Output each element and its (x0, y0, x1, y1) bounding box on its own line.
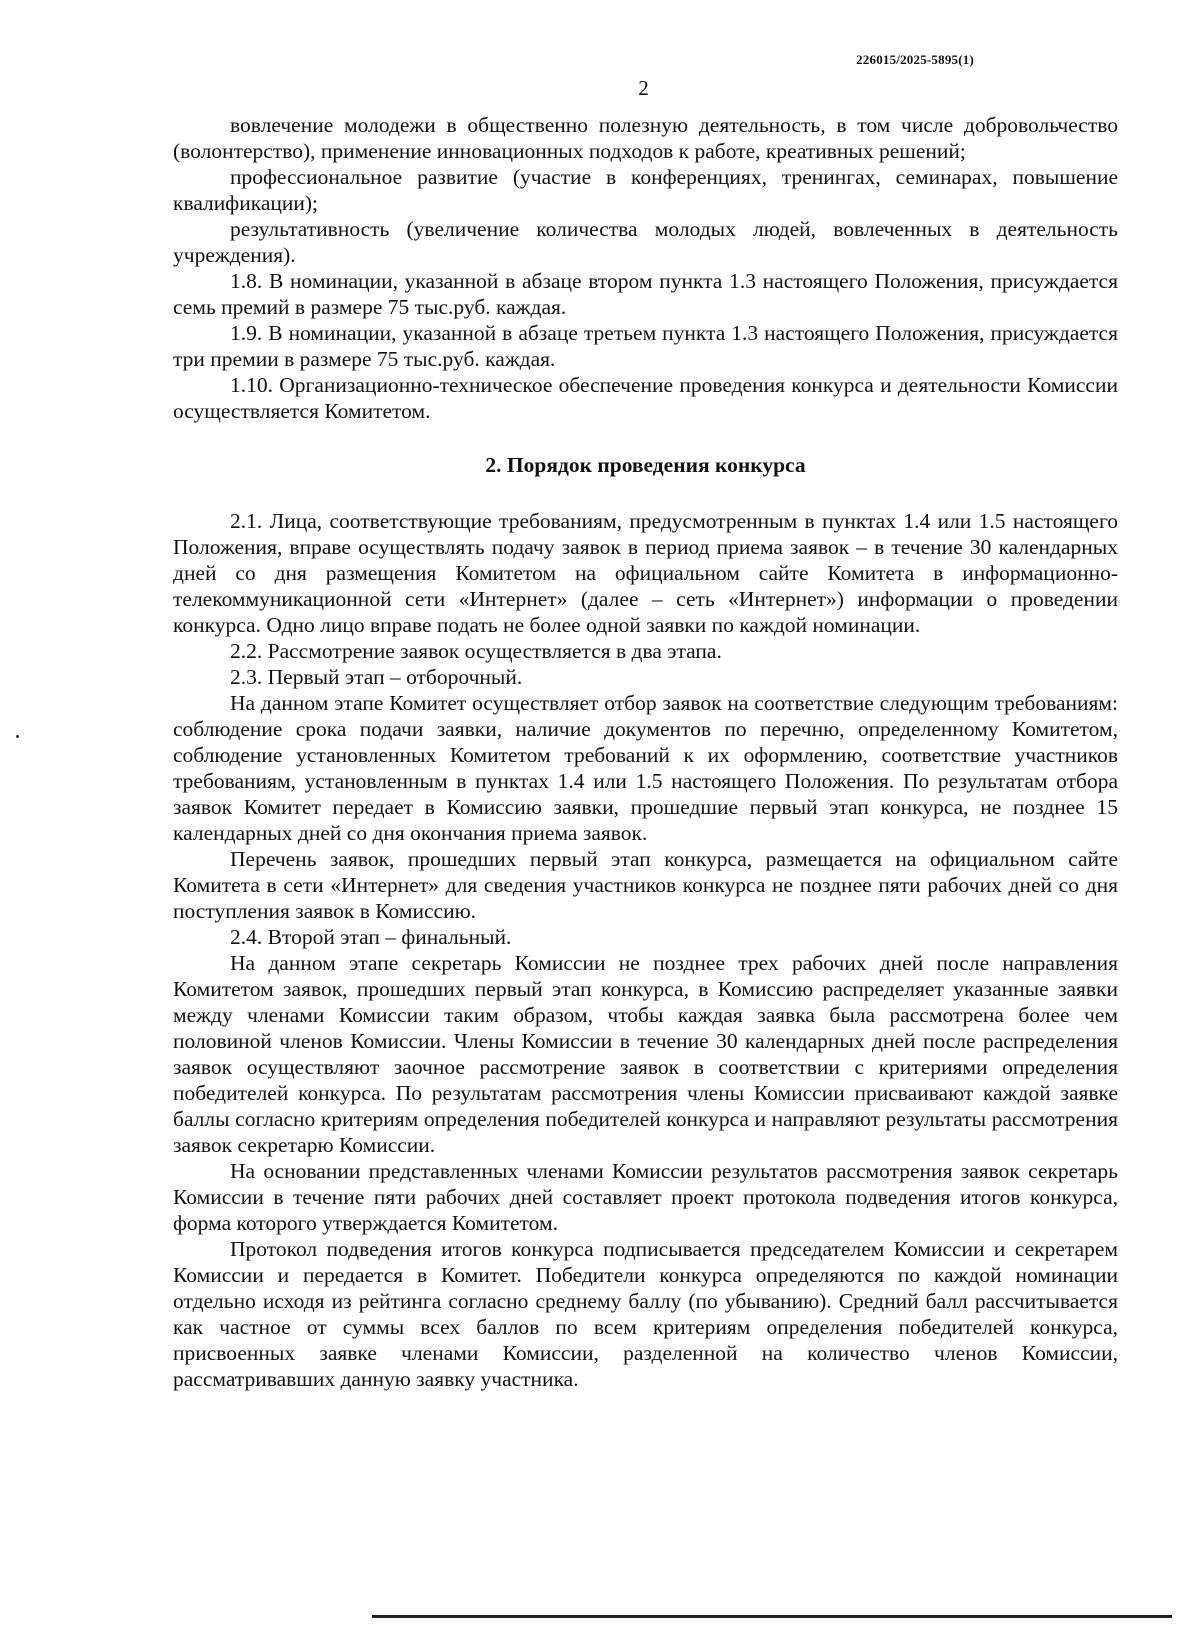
paragraph: 2.2. Рассмотрение заявок осуществляется в два этапа. (230, 639, 722, 663)
section-heading: 2. Порядок проведения конкурса (485, 453, 806, 477)
paragraph: На данном этапе Комитет осуществляет отбор заявок на соответствие следующим требованиям: соблюдение срока подачи заявки, наличие документов по перечню, определенному Комитетом, соблюдение установленных Комитетом требований к их оформлению, соответствие участников требованиям, установленным в пунктах 1.4 или 1.5 настоящего Положения. По результатам отбора заявок Комитет передает в Комиссию заявки, прошедшие первый этап конкурса, не позднее 15 календарных дней со дня окончания приема заявок. (173, 691, 1118, 845)
paragraph: На основании представленных членами Комиссии результатов рассмотрения заявок секретарь Комиссии в течение пяти рабочих дней составляет проект протокола подведения итогов конкурса, форма которого утверждается Комитетом. (173, 1159, 1118, 1235)
paragraph: 1.8. В номинации, указанной в абзаце втором пункта 1.3 настоящего Положения, присуждается семь премий в размере 75 тыс.руб. каждая. (173, 269, 1118, 319)
page-number: 2 (638, 76, 649, 100)
paragraph: 1.9. В номинации, указанной в абзаце третьем пункта 1.3 настоящего Положения, присуждается три премии в размере 75 тыс.руб. каждая. (173, 321, 1118, 371)
scan-speck (16, 735, 19, 738)
paragraph: 2.1. Лица, соответствующие требованиям, предусмотренным в пунктах 1.4 или 1.5 настоящего Положения, вправе осуществлять подачу заявок в период приема заявок – в течение 30 календарных дней со дня размещения Комитетом на официальном сайте Комитета в информационно-телекоммуникационной сети «Интернет» (далее – сеть «Интернет») информации о проведении конкурса. Одно лицо вправе подать не более одной заявки по каждой номинации. (173, 509, 1118, 637)
paragraph: 1.10. Организационно-техническое обеспечение проведения конкурса и деятельности Комиссии осуществляется Комитетом. (173, 373, 1118, 423)
paragraph: Перечень заявок, прошедших первый этап конкурса, размещается на официальном сайте Комитета в сети «Интернет» для сведения участников конкурса не позднее пяти рабочих дней со дня поступления заявок в Комиссию. (173, 847, 1118, 923)
paragraph: 2.3. Первый этап – отборочный. (230, 665, 523, 689)
paragraph: 2.4. Второй этап – финальный. (230, 925, 512, 949)
paragraph: Протокол подведения итогов конкурса подписывается председателем Комиссии и секретарем Комиссии и передается в Комитет. Победители конкурса определяются по каждой номинации отдельно исходя из рейтинга согласно среднему баллу (по убыванию). Средний балл рассчитывается как частное от суммы всех баллов по всем критериям определения победителей конкурса, присвоенных заявке членами Комиссии, разделенной на количество членов Комиссии, рассматривавших данную заявку участника. (173, 1237, 1118, 1391)
paragraph: вовлечение молодежи в общественно полезную деятельность, в том числе добровольчество (волонтерство), применение инновационных подходов к работе, креативных решений; (173, 113, 1118, 163)
paragraph: результативность (увеличение количества молодых людей, вовлеченных в деятельность учреждения). (173, 217, 1118, 267)
paragraph: профессиональное развитие (участие в конференциях, тренингах, семинарах, повышение квалификации); (173, 165, 1118, 215)
paragraph: На данном этапе секретарь Комиссии не позднее трех рабочих дней после направления Комитетом заявок, прошедших первый этап конкурса, в Комиссию распределяет указанные заявки между членами Комиссии таким образом, чтобы каждая заявка была рассмотрена более чем половиной членов Комиссии. Члены Комиссии в течение 30 календарных дней после распределения заявок осуществляют заочное рассмотрение заявок в соответствии с критериями определения победителей конкурса. По результатам рассмотрения члены Комиссии присваивают каждой заявке баллы согласно критериям определения победителей конкурса и направляют результаты рассмотрения заявок секретарю Комиссии. (173, 951, 1118, 1157)
document-body (173, 112, 1118, 1392)
page-bottom-rule (372, 1615, 1172, 1618)
registration-number: 226015/2025-5895(1) (856, 52, 974, 67)
